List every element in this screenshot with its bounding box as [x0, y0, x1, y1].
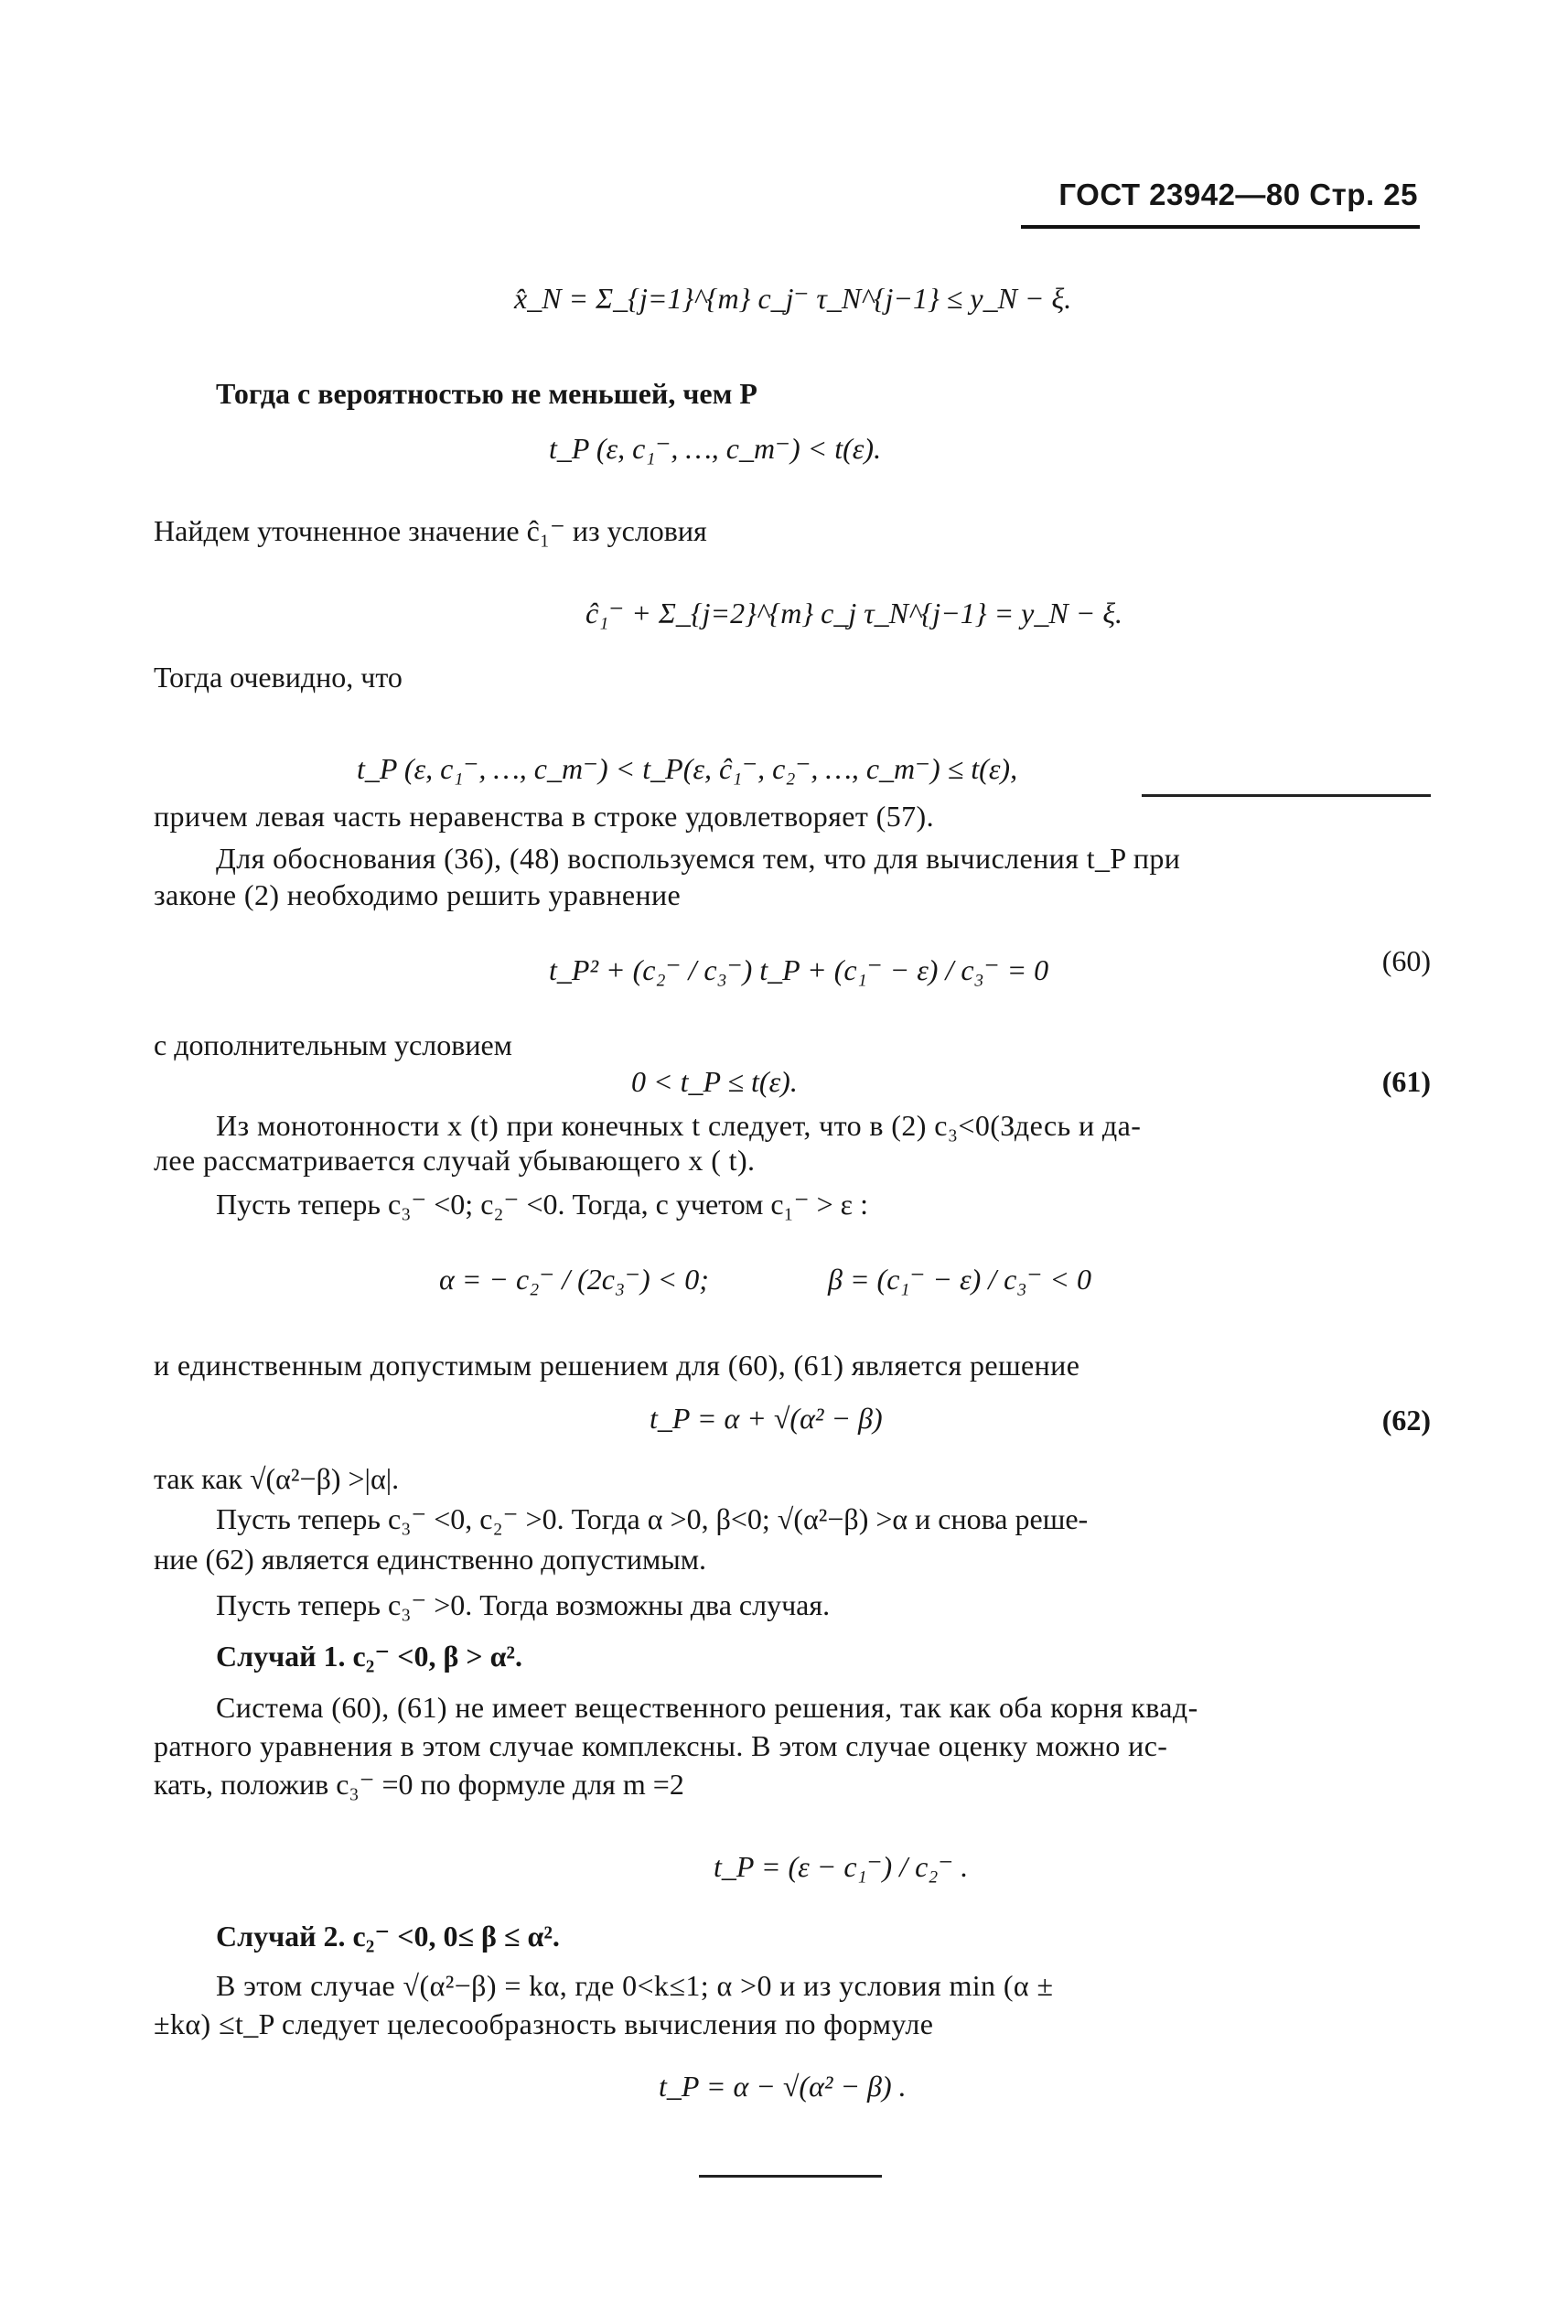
paragraph-case1-line1: Система (60), (61) не имеет вещественного решения, так как оба корня квад- [216, 1691, 1198, 1724]
formula-beta: β = (c₁⁻ − ε) / c₃⁻ < 0 [828, 1263, 1091, 1296]
paragraph-monotonicity-line2: лее рассматривается случай убывающего x ( t). [154, 1144, 756, 1177]
paragraph-case1-line2: ратного уравнения в этом случае комплексны. В этом случае оценку можно ис- [154, 1729, 1168, 1762]
paragraph-since: так как √(α²−β) >|α|. [154, 1462, 400, 1495]
formula-c1-hat-condition: ĉ₁⁻ + Σ_{j=2}^{m} c_j τ_N^{j−1} = y_N − ξ. [585, 597, 1123, 629]
formula-alpha: α = − c₂⁻ / (2c₃⁻) < 0; [439, 1263, 709, 1296]
formula-final-tp: t_P = α − √(α² − β) . [659, 2070, 907, 2103]
equation-61: 0 < t_P ≤ t(ε). [631, 1065, 798, 1098]
paragraph-let-case-b-line2: ние (62) является единственно допустимым. [154, 1543, 706, 1576]
paragraph-case2-line1: В этом случае √(α²−β) = kα, где 0<k≤1; α >0 и из условия min (α ± [216, 1969, 1054, 2002]
paragraph-unique-solution: и единственным допустимым решением для (60), (61) является решение [154, 1349, 1080, 1382]
equation-number-60: (60) [1381, 944, 1431, 977]
equation-62: t_P = α + √(α² − β) [650, 1402, 883, 1435]
formula-xn-hat: x̂_N = Σ_{j=1}^{m} c_j⁻ τ_N^{j−1} ≤ y_N − ξ. [514, 282, 1072, 315]
header-rule [1021, 225, 1420, 229]
formula-tp-chain: t_P (ε, c₁⁻, …, c_m⁻) < t_P(ε, ĉ₁⁻, c₂⁻, …, c_m⁻) ≤ t(ε), [357, 752, 1018, 785]
paragraph-justify-line2: законе (2) необходимо решить уравнение [154, 878, 682, 911]
paragraph-monotonicity-line1: Из монотонности x (t) при конечных t следует, что в (2) c₃<0(Здесь и да- [216, 1109, 1142, 1142]
underline-rule [1142, 794, 1431, 797]
paragraph-let-case-c: Пусть теперь c₃⁻ >0. Тогда возможны два случая. [216, 1588, 831, 1621]
heading-case-1: Случай 1. c₂⁻ <0, β > α². [216, 1640, 523, 1673]
heading-case-2: Случай 2. c₂⁻ <0, 0≤ β ≤ α². [216, 1920, 560, 1953]
paragraph-find-refined: Найдем уточненное значение ĉ₁⁻ из условия [154, 514, 707, 547]
paragraph-then-obvious: Тогда очевидно, что [154, 661, 403, 694]
equation-number-61: (61) [1381, 1065, 1431, 1098]
paragraph-let-case-b-line1: Пусть теперь c₃⁻ <0, c₂⁻ >0. Тогда α >0, β<0; √(α²−β) >α и снова реше- [216, 1502, 1089, 1535]
equation-60: t_P² + (c₂⁻ / c₃⁻) t_P + (c₁⁻ − ε) / c₃⁻ = 0 [549, 953, 1049, 986]
paragraph-case1-line3: кать, положив c₃⁻ =0 по формуле для m =2 [154, 1768, 684, 1801]
paragraph-case2-line2: ±kα) ≤t_P следует целесообразность вычисления по формуле [154, 2007, 934, 2040]
paragraph-justify-line1: Для обоснования (36), (48) воспользуемся тем, что для вычисления t_P при [216, 842, 1181, 875]
paragraph-additional-condition: с дополнительным условием [154, 1028, 512, 1061]
page-header: ГОСТ 23942—80 Стр. 25 [1058, 178, 1418, 211]
paragraph-left-part: причем левая часть неравенства в строке удовлетворяет (57). [154, 800, 934, 833]
end-rule [699, 2175, 882, 2178]
formula-tp-inequality: t_P (ε, c₁⁻, …, c_m⁻) < t(ε). [549, 432, 882, 465]
paragraph-let-case-a: Пусть теперь c₃⁻ <0; c₂⁻ <0. Тогда, с учетом c₁⁻ > ε : [216, 1188, 868, 1221]
paragraph-then-probability: Тогда с вероятностью не меньшей, чем P [216, 377, 757, 410]
formula-case1-tp: t_P = (ε − c₁⁻) / c₂⁻ . [714, 1850, 969, 1883]
equation-number-62: (62) [1381, 1404, 1431, 1436]
